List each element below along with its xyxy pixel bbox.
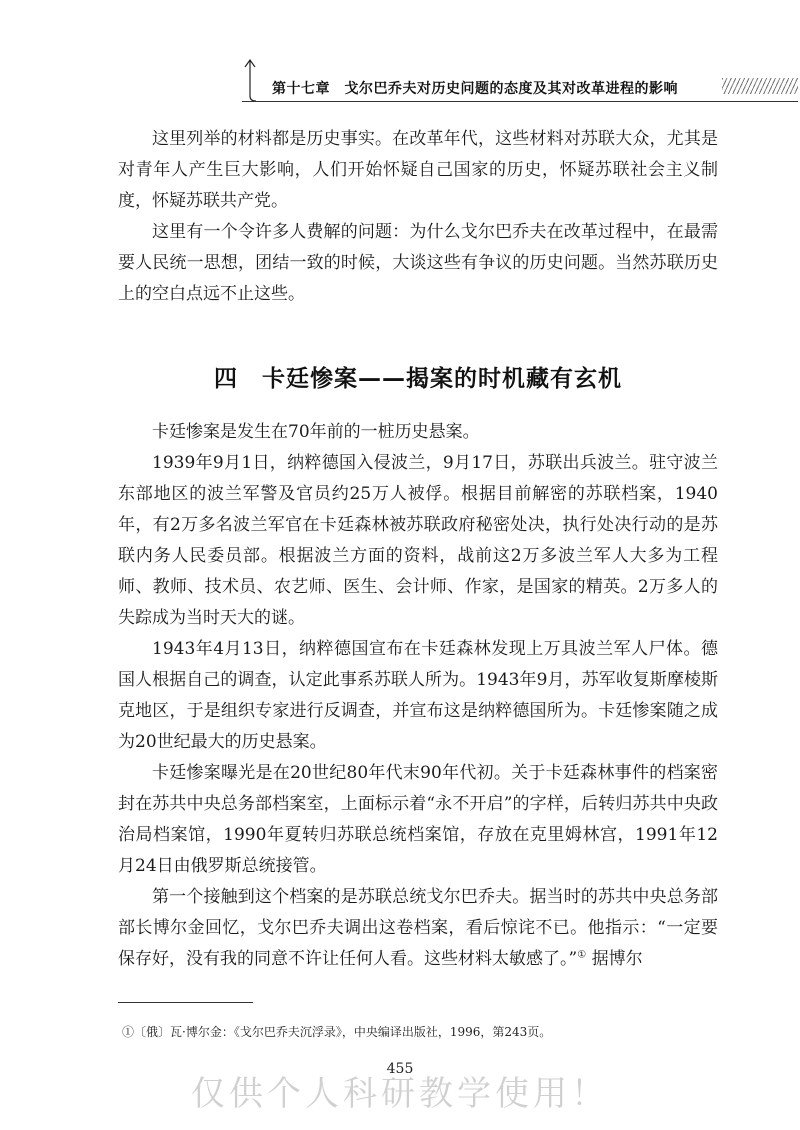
header-hatch-decoration xyxy=(722,78,798,94)
main-text-block xyxy=(118,417,718,975)
paragraph: 卡廷惨案曝光是在20世纪80年代末90年代初。关于卡廷森林事件的档案密封在苏共中央总务部档案室，上面标示着“永不开启”的字样，后转归苏共中央政治局档案馆，1990年夏转归苏联总统档案馆，存放在克里姆林宫，1991年12月24日由俄罗斯总统接管。 xyxy=(118,763,718,876)
paragraph-text: 第一个接触到这个档案的是苏联总统戈尔巴乔夫。据当时的苏共中央总务部部长博尔金回忆，戈尔巴乔夫调出这卷档案，看后惊诧不已。他指示：“一定要保存好，没有我的同意不许让任何人看。这些材料太敏感了。” xyxy=(118,887,718,969)
running-header xyxy=(238,58,798,102)
footnote-rule xyxy=(118,1002,253,1003)
chapter-title: 第十七章 戈尔巴乔夫对历史问题的态度及其对改革进程的影响 xyxy=(272,81,678,97)
paragraph: 这里有一个令许多人费解的问题：为什么戈尔巴乔夫在改革过程中，在最需要人民统一思想，团结一致的时候，大谈这些有争议的历史问题。当然苏联历史上的空白点远不止这些。 xyxy=(118,222,718,304)
footnote: ①〔俄〕瓦·博尔金：《戈尔巴乔夫沉浮录》，中央编译出版社，1996，第243页。 xyxy=(122,1025,552,1039)
header-rule xyxy=(242,101,798,102)
watermark: 仅供个人科研教学使用！ xyxy=(191,1074,609,1114)
arrow-up-icon xyxy=(242,58,258,102)
paragraph: 1943年4月13日，纳粹德国宣布在卡廷森林发现上万具波兰军人尸体。德国人根据自己的调查，认定此事系苏联人所为。1943年9月，苏军收复斯摩棱斯克地区，于是组织专家进行反调查，并宣布这是纳粹德国所为。卡廷惨案随之成为20世纪最大的历史悬案。 xyxy=(118,639,718,752)
footnote-reference: ① xyxy=(577,949,587,961)
section-heading: 四 卡廷惨案——揭案的时机藏有玄机 xyxy=(214,366,622,392)
page-number: 455 xyxy=(386,1061,414,1077)
paragraph xyxy=(118,882,718,975)
paragraph: 卡廷惨案是发生在70年前的一桩历史悬案。 xyxy=(152,422,480,442)
intro-text-block xyxy=(118,124,718,310)
paragraph-tail: 据博尔 xyxy=(586,949,643,969)
paragraph: 1939年9月1日，纳粹德国入侵波兰，9月17日，苏联出兵波兰。驻守波兰东部地区的波兰军警及官员约25万人被俘。根据目前解密的苏联档案，1940年，有2万多名波兰军官在卡廷森林被苏联政府秘密处决，执行处决行动的是苏联内务人民委员部。根据波兰方面的资料，战前这2万多波兰军人大多为工程师、教师、技术员、农艺师、医生、会计师、作家，是国家的精英。2万多人的失踪成为当时天大的谜。 xyxy=(118,453,718,628)
paragraph: 这里列举的材料都是历史事实。在改革年代，这些材料对苏联大众，尤其是对青年人产生巨大影响，人们开始怀疑自己国家的历史，怀疑苏联社会主义制度，怀疑苏联共产党。 xyxy=(118,129,718,211)
